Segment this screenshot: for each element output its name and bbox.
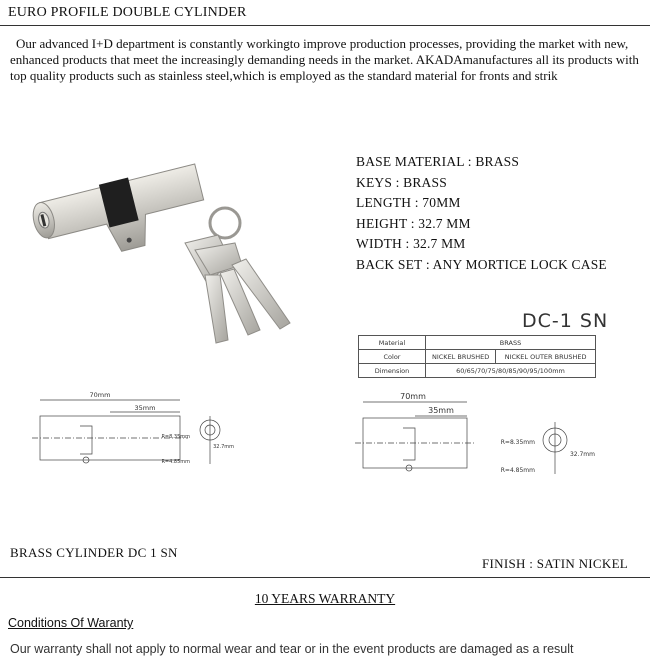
page-title: EURO PROFILE DOUBLE CYLINDER (8, 5, 247, 20)
dim-height-left: 32.7mm (213, 444, 234, 450)
warranty-text: 10 YEARS WARRANTY (254, 591, 396, 606)
dim-r-bottom-right: R=4.85mm (500, 467, 535, 474)
spec-height: HEIGHT : 32.7 MM (356, 215, 471, 231)
model-code: DC-1 SN (522, 310, 609, 332)
product-image (20, 125, 320, 355)
material-table (358, 335, 596, 378)
table-cell: BRASS (426, 336, 596, 350)
spec-length: LENGTH : 70MM (356, 195, 461, 210)
table-cell: NICKEL OUTER BRUSHED (496, 350, 596, 364)
dim-r-top-right: R=8.35mm (500, 439, 535, 446)
dim-half-right: 35mm (428, 406, 454, 415)
table-row (359, 336, 596, 350)
key-set (185, 208, 290, 343)
dim-r-top-left: R=8.35mm (161, 434, 190, 440)
title-divider (0, 25, 650, 26)
cylinder-body (29, 161, 211, 270)
dim-length-right: 70mm (400, 392, 426, 401)
spec-keys: KEYS : BRASS (356, 174, 447, 190)
table-row (359, 350, 596, 364)
warranty-heading (0, 591, 650, 607)
table-cell: 60/65/70/75/80/85/90/95/100mm (426, 364, 596, 378)
conditions-text: Our warranty shall not apply to normal wear and tear or in the event products are damaged as a result (10, 642, 574, 656)
dim-half-left: 35mm (134, 404, 156, 412)
drawing-left (30, 388, 240, 473)
intro-text: Our advanced I+D department is constantly workingto improve production processes, providing the market with new, enhanced products that meet the increasingly demanding needs in the market. AKADAmanufactures all its products with top quality products such as stainless steel,which is employed as the standard material for fronts and strik (10, 36, 639, 83)
drawing-right (355, 388, 615, 480)
finish-label: FINISH : SATIN NICKEL (482, 556, 629, 571)
table-label: Dimension (359, 364, 426, 378)
spec-list (356, 152, 607, 275)
table-cell: NICKEL BRUSHED (426, 350, 496, 364)
table-row (359, 364, 596, 378)
table-label: Color (359, 350, 426, 364)
dim-height-right: 32.7mm (569, 451, 595, 458)
footer-divider (0, 577, 650, 578)
product-name: BRASS CYLINDER DC 1 SN (10, 545, 178, 560)
spec-base-material: BASE MATERIAL : BRASS (356, 154, 520, 169)
table-label: Material (359, 336, 426, 350)
intro-paragraph (10, 36, 640, 84)
dim-length-left: 70mm (89, 391, 111, 399)
dim-r-bottom-left: R=4.85mm (161, 459, 190, 465)
spec-width: WIDTH : 32.7 MM (356, 236, 466, 251)
conditions-heading: Conditions Of Waranty (8, 616, 134, 630)
spec-back-set: BACK SET : ANY MORTICE LOCK CASE (356, 256, 607, 272)
